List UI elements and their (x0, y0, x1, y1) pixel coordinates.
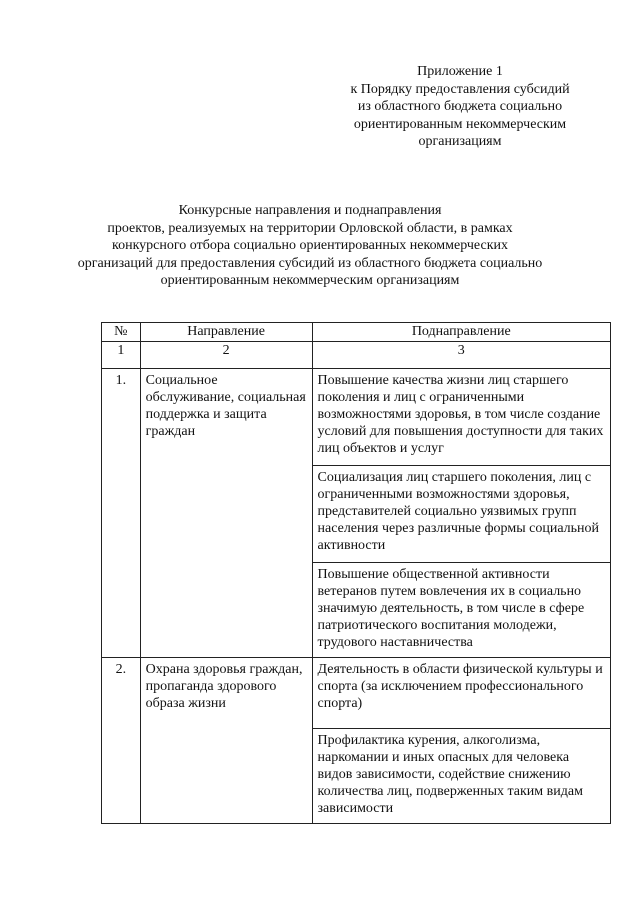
row-number: 1. (102, 369, 141, 658)
appendix-line: ориентированным некоммерческим (353, 116, 567, 132)
subdirection-cell: Деятельность в области физической культуры и спорта (за исключением профессионального спорта) (312, 658, 610, 729)
appendix-line: организациям (418, 134, 502, 150)
subdirection-cell: Повышение общественной активности ветеранов путем вовлечения их в социально значимую деятельность, в том числе в сфере патриотического воспитания молодежи, трудового наставничества (312, 563, 610, 658)
appendix-header (300, 63, 620, 151)
appendix-line: из областного бюджета социально (357, 99, 563, 115)
header-number: № (102, 323, 141, 342)
subdirection-cell: Социализация лиц старшего поколения, лиц с ограниченными возможностями здоровья, представителей социально уязвимых групп населения через различные формы социальной активности (312, 466, 610, 563)
column-number-cell: 2 (140, 342, 312, 369)
document-title (60, 202, 560, 290)
appendix-line: к Порядку предоставления субсидий (350, 81, 570, 97)
header-direction: Направление (140, 323, 312, 342)
header-subdirection: Поднаправление (312, 323, 610, 342)
title-line: Конкурсные направления и поднаправления (178, 203, 442, 218)
column-number-cell: 1 (102, 342, 141, 369)
column-number-cell: 3 (312, 342, 610, 369)
appendix-line: Приложение 1 (417, 64, 503, 79)
column-number-row (102, 342, 611, 369)
table-row (102, 658, 611, 729)
table-header-row (102, 323, 611, 342)
direction-cell: Социальное обслуживание, социальная поддержка и защита граждан (140, 369, 312, 658)
directions-table (101, 322, 611, 824)
title-line: конкурсного отбора социально ориентированных некоммерческих (111, 238, 509, 254)
title-line: проектов, реализуемых на территории Орловской области, в рамках (107, 220, 513, 236)
row-number: 2. (102, 658, 141, 824)
table-row (102, 369, 611, 466)
title-line: организаций для предоставления субсидий из областного бюджета социально (77, 255, 543, 271)
title-line: ориентированным некоммерческим организациям (160, 273, 460, 289)
subdirection-cell: Профилактика курения, алкоголизма, наркомании и иных опасных для человека видов зависимости, содействие снижению количества лиц, подверженных таким видам зависимости (312, 729, 610, 824)
subdirection-cell: Повышение качества жизни лиц старшего поколения и лиц с ограниченными возможностями здоровья, в том числе создание условий для повышения доступности для таких лиц объектов и услуг (312, 369, 610, 466)
direction-cell: Охрана здоровья граждан, пропаганда здорового образа жизни (140, 658, 312, 824)
